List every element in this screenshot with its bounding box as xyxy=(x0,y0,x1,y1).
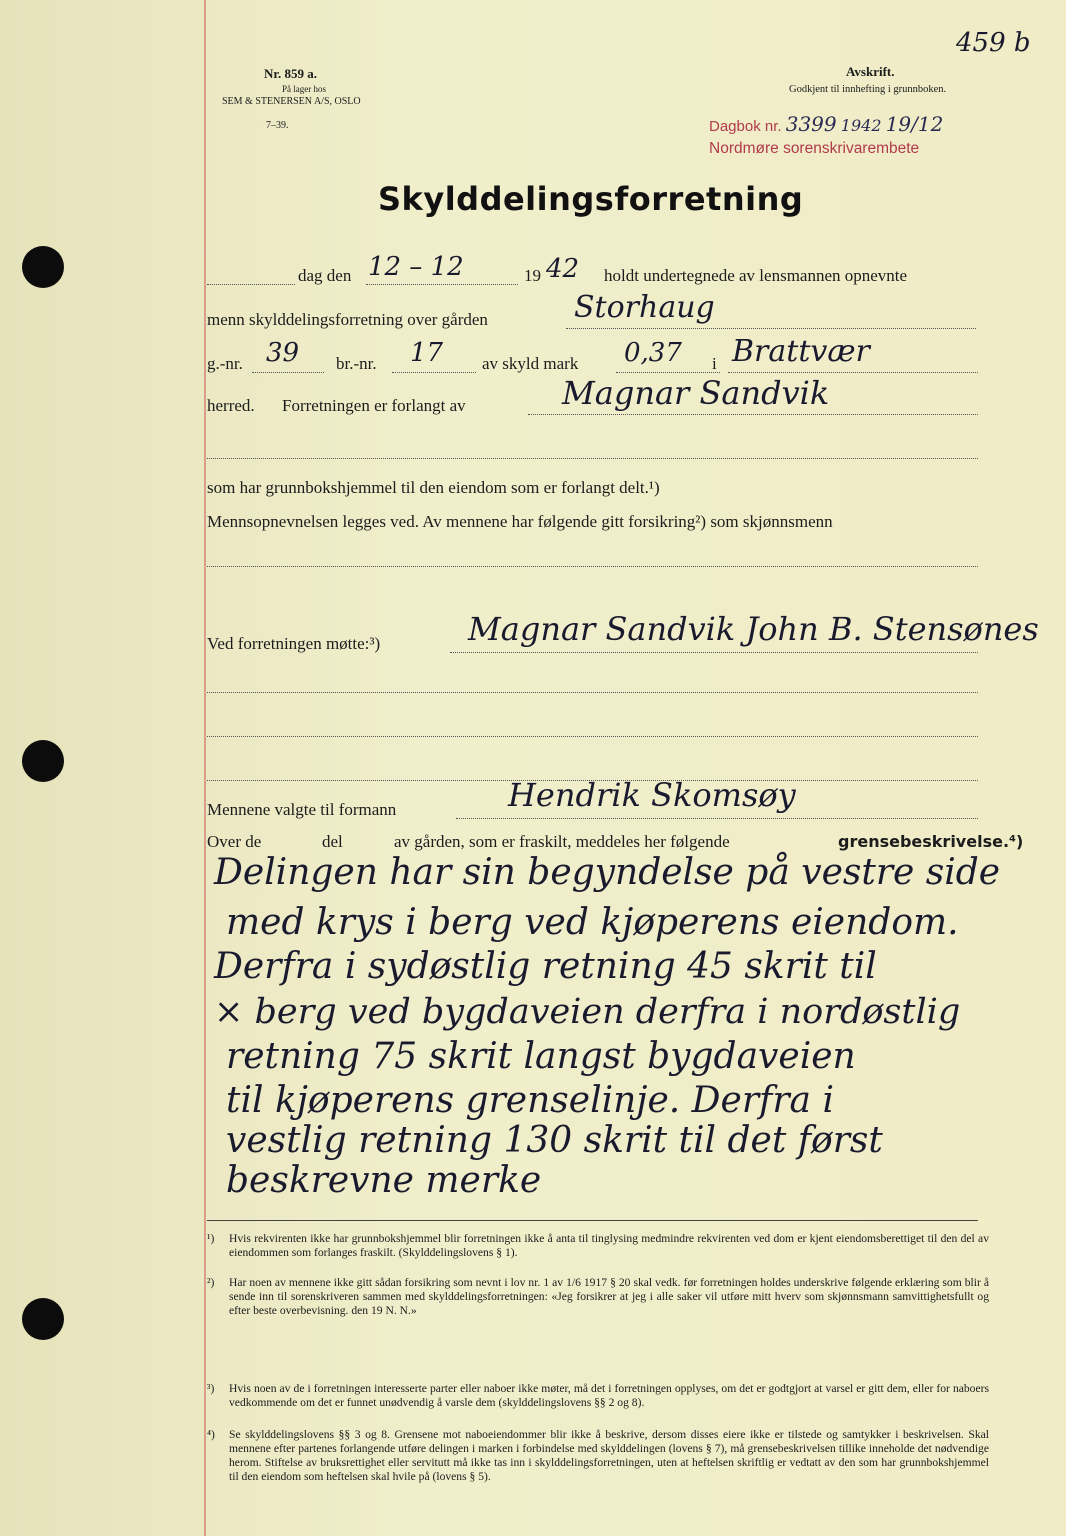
date-blank xyxy=(366,284,518,285)
requested-label: Forretningen er forlangt av xyxy=(282,396,466,415)
blank-line xyxy=(207,736,978,737)
skyld-blank xyxy=(616,372,720,373)
footnote-separator xyxy=(207,1220,978,1221)
footnote-text: Har noen av mennene ikke gitt sådan forsikring som nevnt i lov nr. 1 av 1/6 1917 § 20 skal vedk. før forretningen holdes underskrive følgende erklæring som blir å sende inn til sorenskriveren sammen med skylddelingsforretningen: «Jeg forsikrer at jeg i alle saker vil utføre mitt hverv som skjønnsmann samvittighetsfullt og efter beste overbevisning. den 19 N. N.» xyxy=(229,1276,989,1317)
description-line: til kjøperens grenselinje. Derfra i xyxy=(226,1080,834,1121)
footnote-number: ⁴) xyxy=(207,1428,215,1441)
gnr-blank xyxy=(252,372,324,373)
footnote-text: Hvis rekvirenten ikke har grunnbokshjemmel blir forretningen ikke å anta til tinglysing medmindre rekvirenten ved dom er kjent eiendomsberettiget til den del av eiendommen som forlanges fraskilt. (Skylddelingslovens § 1). xyxy=(229,1232,989,1259)
i-label: i xyxy=(712,354,717,373)
blank-line xyxy=(207,692,978,693)
description-line: vestlig retning 130 skrit til det først xyxy=(226,1120,883,1161)
footnote-text: Hvis noen av de i forretningen interesserte parter eller naboer ikke møter, må det i forretningen opplyses, om det er godtgjort at varsel er gitt dem, eller for naboers vedkommende om det er funnet unødvendig å varsle dem (skylddelingslovens §§ 2 og 8). xyxy=(229,1382,989,1409)
boundary-over: Over de xyxy=(207,832,262,851)
punch-hole xyxy=(22,246,64,288)
description-line: med krys i berg ved kjøperens eiendom. xyxy=(226,902,959,943)
stamp-office: Nordmøre sorenskrivarembete xyxy=(709,140,920,157)
punch-hole xyxy=(22,1298,64,1340)
footnote-1 xyxy=(207,1232,989,1276)
publisher-line2: SEM & STENERSEN A/S, OSLO xyxy=(222,96,361,107)
footnote-number: ³) xyxy=(207,1382,215,1395)
stamp-year: 1942 xyxy=(840,116,882,135)
dag-den-label: dag den xyxy=(298,266,352,285)
description-line: × berg ved bygdaveien derfra i nordøstlig xyxy=(214,992,961,1032)
blank-line xyxy=(207,566,978,567)
bnr-label: br.-nr. xyxy=(336,354,377,373)
stamp-date: 19/12 xyxy=(885,112,944,136)
menn-text: Mennsopnevnelsen legges ved. Av mennene har følgende gitt forsikring²) som skjønnsmenn xyxy=(207,512,833,531)
requested-value: Magnar Sandvik xyxy=(562,374,830,412)
year-prefix: 19 xyxy=(524,266,541,285)
boundary-del: del xyxy=(322,832,343,851)
herred-blank xyxy=(728,372,978,373)
gnr-value: 39 xyxy=(266,338,300,368)
page-number: 459 b xyxy=(956,28,1031,58)
footnote-3 xyxy=(207,1382,989,1426)
skyld-label: av skyld mark xyxy=(482,354,579,373)
bnr-blank xyxy=(392,372,476,373)
stamp-prefix: Dagbok nr. xyxy=(709,118,782,135)
herred-label: herred. xyxy=(207,396,255,415)
chairman-blank xyxy=(456,818,978,819)
margin-rule xyxy=(204,0,206,1536)
journal-stamp xyxy=(709,112,943,136)
hjemmel-text: som har grunnbokshjemmel til den eiendom som er forlangt delt.¹) xyxy=(207,478,660,497)
copy-label: Avskrift. xyxy=(846,64,895,79)
approval-note: Godkjent til innhefting i grunnboken. xyxy=(789,84,947,95)
attended-value: Magnar Sandvik John B. Stensønes xyxy=(468,610,1039,648)
publisher-line1: På lager hos xyxy=(282,84,326,94)
description-line: Derfra i sydøstlig retning 45 skrit til xyxy=(214,946,877,987)
skyld-value: 0,37 xyxy=(624,338,682,368)
attended-blank xyxy=(450,652,978,653)
footnote-number: ¹) xyxy=(207,1232,215,1245)
description-line: beskrevne merke xyxy=(226,1160,542,1201)
punch-hole xyxy=(22,740,64,782)
boundary-bold: grensebeskrivelse.⁴) xyxy=(838,832,1024,851)
document-title: Skylddelingsforretning xyxy=(378,180,804,218)
footnote-number: ²) xyxy=(207,1276,215,1289)
requested-blank xyxy=(528,414,978,415)
attended-label: Ved forretningen møtte:³) xyxy=(207,634,381,653)
farm-label: menn skylddelingsforretning over gården xyxy=(207,310,488,329)
herred-value: Brattvær xyxy=(732,334,870,369)
form-number: Nr. 859 a. xyxy=(264,66,317,81)
chairman-label: Mennene valgte til formann xyxy=(207,800,397,819)
bnr-value: 17 xyxy=(410,338,444,368)
footnote-4 xyxy=(207,1428,989,1508)
description-line: Delingen har sin begyndelse på vestre side xyxy=(214,852,1001,893)
year-value: 42 xyxy=(546,254,580,284)
chairman-value: Hendrik Skomsøy xyxy=(508,776,796,814)
description-line: retning 75 skrit langst bygdaveien xyxy=(226,1036,856,1077)
footnote-text: Se skylddelingslovens §§ 3 og 8. Grensene mot naboeiendommer blir ikke å beskrive, dersom disses eiere ikke er tilstede og samtykker i beskrivelsen. Skal mennene efter partenes forlangende utføre delingen i marken i forbindelse med skylddelingen (lovens § 7), må grensebeskrivelsen tillike inneholde det nødvendige herom. Stiftelse av bruksrettighet eller servitutt må ikke tas inn i skylddelingsforretningen, uten at heftelsen skriftlig er vedtatt av den som har grunnbokshjemmel til den eiendom som heftelsen skal hvile på (lovens § 5). xyxy=(229,1428,989,1483)
print-date: 7–39. xyxy=(266,120,289,131)
intro-text: holdt undertegnede av lensmannen opnevnte xyxy=(604,266,908,285)
gnr-label: g.-nr. xyxy=(207,354,243,373)
blank-line xyxy=(207,458,978,459)
date-value: 12 – 12 xyxy=(368,252,464,282)
stamp-number: 3399 xyxy=(785,112,837,136)
farm-value: Storhaug xyxy=(574,290,715,325)
boundary-text: av gården, som er fraskilt, meddeles her følgende xyxy=(394,832,730,851)
footnote-2 xyxy=(207,1276,989,1366)
blank-line xyxy=(207,284,295,285)
farm-blank xyxy=(566,328,976,329)
